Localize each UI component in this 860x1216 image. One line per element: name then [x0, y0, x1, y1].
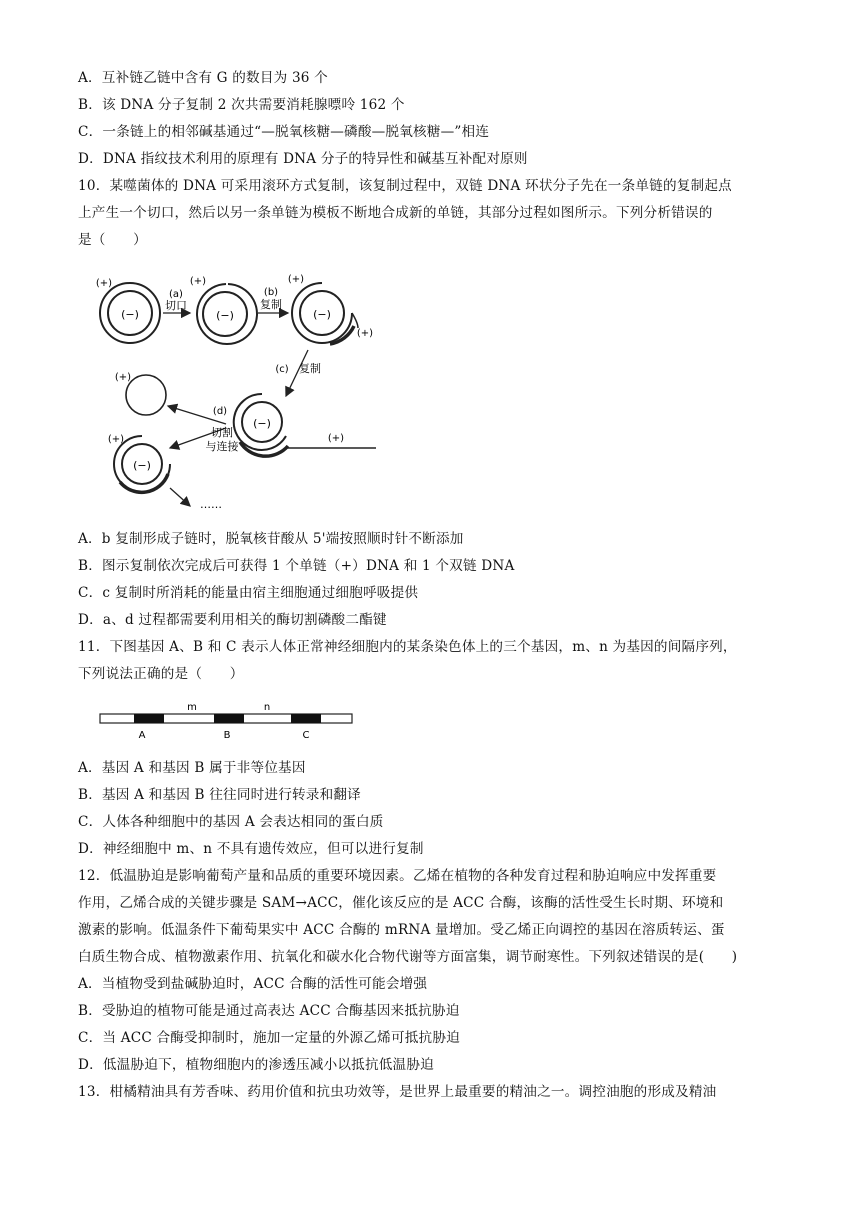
- minus-label: (−): [253, 417, 271, 430]
- dsdna-circle-1: [96, 278, 160, 343]
- gene-b-label: B: [223, 730, 231, 741]
- step-d-text-1: 切割: [211, 426, 233, 439]
- arrow-continue: [170, 488, 190, 506]
- spacer-n-label: n: [263, 702, 271, 713]
- step-d-text-2: 与连接: [205, 440, 239, 453]
- gene-c-label: C: [302, 730, 310, 741]
- q12-option-c: C．当 ACC 合酶受抑制时，施加一定量的外源乙烯可抵抗胁迫: [78, 1030, 460, 1046]
- plus-label: (+): [287, 274, 305, 285]
- rolling-circle-diagram: [90, 268, 390, 516]
- step-d-label: (d): [212, 406, 228, 417]
- chromosome-gene-diagram: [96, 700, 358, 744]
- q13-stem-line1: 13．柑橘精油具有芳香味、药用价值和抗虫功效等，是世界上最重要的精油之一。调控油胞的形成及精油: [78, 1084, 717, 1100]
- q12-option-d: D．低温胁迫下，植物细胞内的渗透压减小以抵抗低温胁迫: [78, 1057, 434, 1073]
- step-c-text: 复制: [299, 362, 321, 375]
- replicating-circle-3: [108, 434, 170, 492]
- replicating-circle-1: [288, 274, 373, 344]
- gene-c-block: [291, 714, 321, 723]
- q12-stem-line2: 作用，乙烯合成的关键步骤是 SAM→ACC，催化该反应的是 ACC 合酶，该酶的活性受生长时期、环境和: [78, 895, 724, 911]
- plus-label: (+): [327, 433, 345, 444]
- q10-option-a: A．b 复制形成子链时，脱氧核苷酸从 5'端按照顺时针不断添加: [78, 531, 464, 547]
- q10-option-d: D．a、d 过程都需要利用相关的酶切割磷酸二酯键: [78, 612, 387, 628]
- dsdna-circle-nicked: [190, 276, 257, 344]
- q12-option-b: B．受胁迫的植物可能是通过高表达 ACC 合酶基因来抵抗胁迫: [78, 1003, 460, 1019]
- ssdna-circle: [115, 372, 166, 415]
- q9-option-d: D．DNA 指纹技术利用的原理有 DNA 分子的特异性和碱基互补配对原则: [78, 151, 528, 167]
- replicating-circle-2: [234, 394, 376, 456]
- step-a-text: 切口: [165, 299, 187, 312]
- q10-option-c: C．c 复制时所消耗的能量由宿主细胞通过细胞呼吸提供: [78, 585, 419, 601]
- step-b-text: 复制: [260, 298, 282, 311]
- gene-a-label: A: [138, 730, 146, 741]
- q11-option-d: D．神经细胞中 m、n 不具有遗传效应，但可以进行复制: [78, 841, 424, 857]
- step-a-label: (a): [169, 289, 183, 300]
- q11-stem-line2: 下列说法正确的是（ ）: [78, 666, 244, 682]
- plus-label: (+): [114, 372, 132, 383]
- q12-stem-line4: 白质生物合成、植物激素作用、抗氧化和碳水化合物代谢等方面富集，调节耐寒性。下列叙述错误的是( ): [78, 949, 738, 965]
- q9-option-b: B．该 DNA 分子复制 2 次共需要消耗腺嘌呤 162 个: [78, 97, 405, 113]
- plus-label: (+): [95, 278, 113, 289]
- gene-b-block: [214, 714, 244, 723]
- minus-label: (−): [133, 459, 151, 472]
- plus-label: (+): [107, 434, 125, 445]
- step-b-label: (b): [263, 287, 279, 298]
- q11-option-b: B．基因 A 和基因 B 往往同时进行转录和翻译: [78, 787, 361, 803]
- step-c-label: (c): [275, 364, 289, 375]
- minus-label: (−): [216, 309, 234, 322]
- plus-label: (+): [189, 276, 207, 287]
- q12-stem-line1: 12．低温胁迫是影响葡萄产量和品质的重要环境因素。乙烯在植物的各种发育过程和胁迫响应中发挥重要: [78, 868, 717, 884]
- ellipsis: ……: [200, 498, 222, 511]
- q9-option-a: A．互补链乙链中含有 G 的数目为 36 个: [78, 70, 328, 86]
- q11-option-c: C．人体各种细胞中的基因 A 会表达相同的蛋白质: [78, 814, 384, 830]
- q9-option-c: C．一条链上的相邻碱基通过“—脱氧核糖—磷酸—脱氧核糖—”相连: [78, 124, 490, 140]
- q10-option-b: B．图示复制依次完成后可获得 1 个单链（+）DNA 和 1 个双链 DNA: [78, 558, 515, 574]
- q12-option-a: A．当植物受到盐碱胁迫时，ACC 合酶的活性可能会增强: [78, 976, 428, 992]
- q10-stem-line1: 10．某噬菌体的 DNA 可采用滚环方式复制，该复制过程中，双链 DNA 环状分子先在一条单链的复制起点: [78, 178, 732, 194]
- q10-stem-line3: 是（ ）: [78, 232, 147, 248]
- spacer-m-label: m: [187, 702, 197, 713]
- gene-a-block: [134, 714, 164, 723]
- q12-stem-line3: 激素的影响。低温条件下葡萄果实中 ACC 合酶的 mRNA 量增加。受乙烯正向调控的基因在溶质转运、蛋: [78, 922, 725, 938]
- minus-label: (−): [121, 308, 139, 321]
- plus-label: (+): [356, 328, 374, 339]
- q11-option-a: A．基因 A 和基因 B 属于非等位基因: [78, 760, 306, 776]
- minus-label: (−): [313, 308, 331, 321]
- q10-stem-line2: 上产生一个切口，然后以另一条单链为模板不断地合成新的单链，其部分过程如图所示。下列分析错误的: [78, 205, 713, 221]
- q11-stem-line1: 11．下图基因 A、B 和 C 表示人体正常神经细胞内的某条染色体上的三个基因，m、n 为基因的间隔序列，: [78, 639, 737, 655]
